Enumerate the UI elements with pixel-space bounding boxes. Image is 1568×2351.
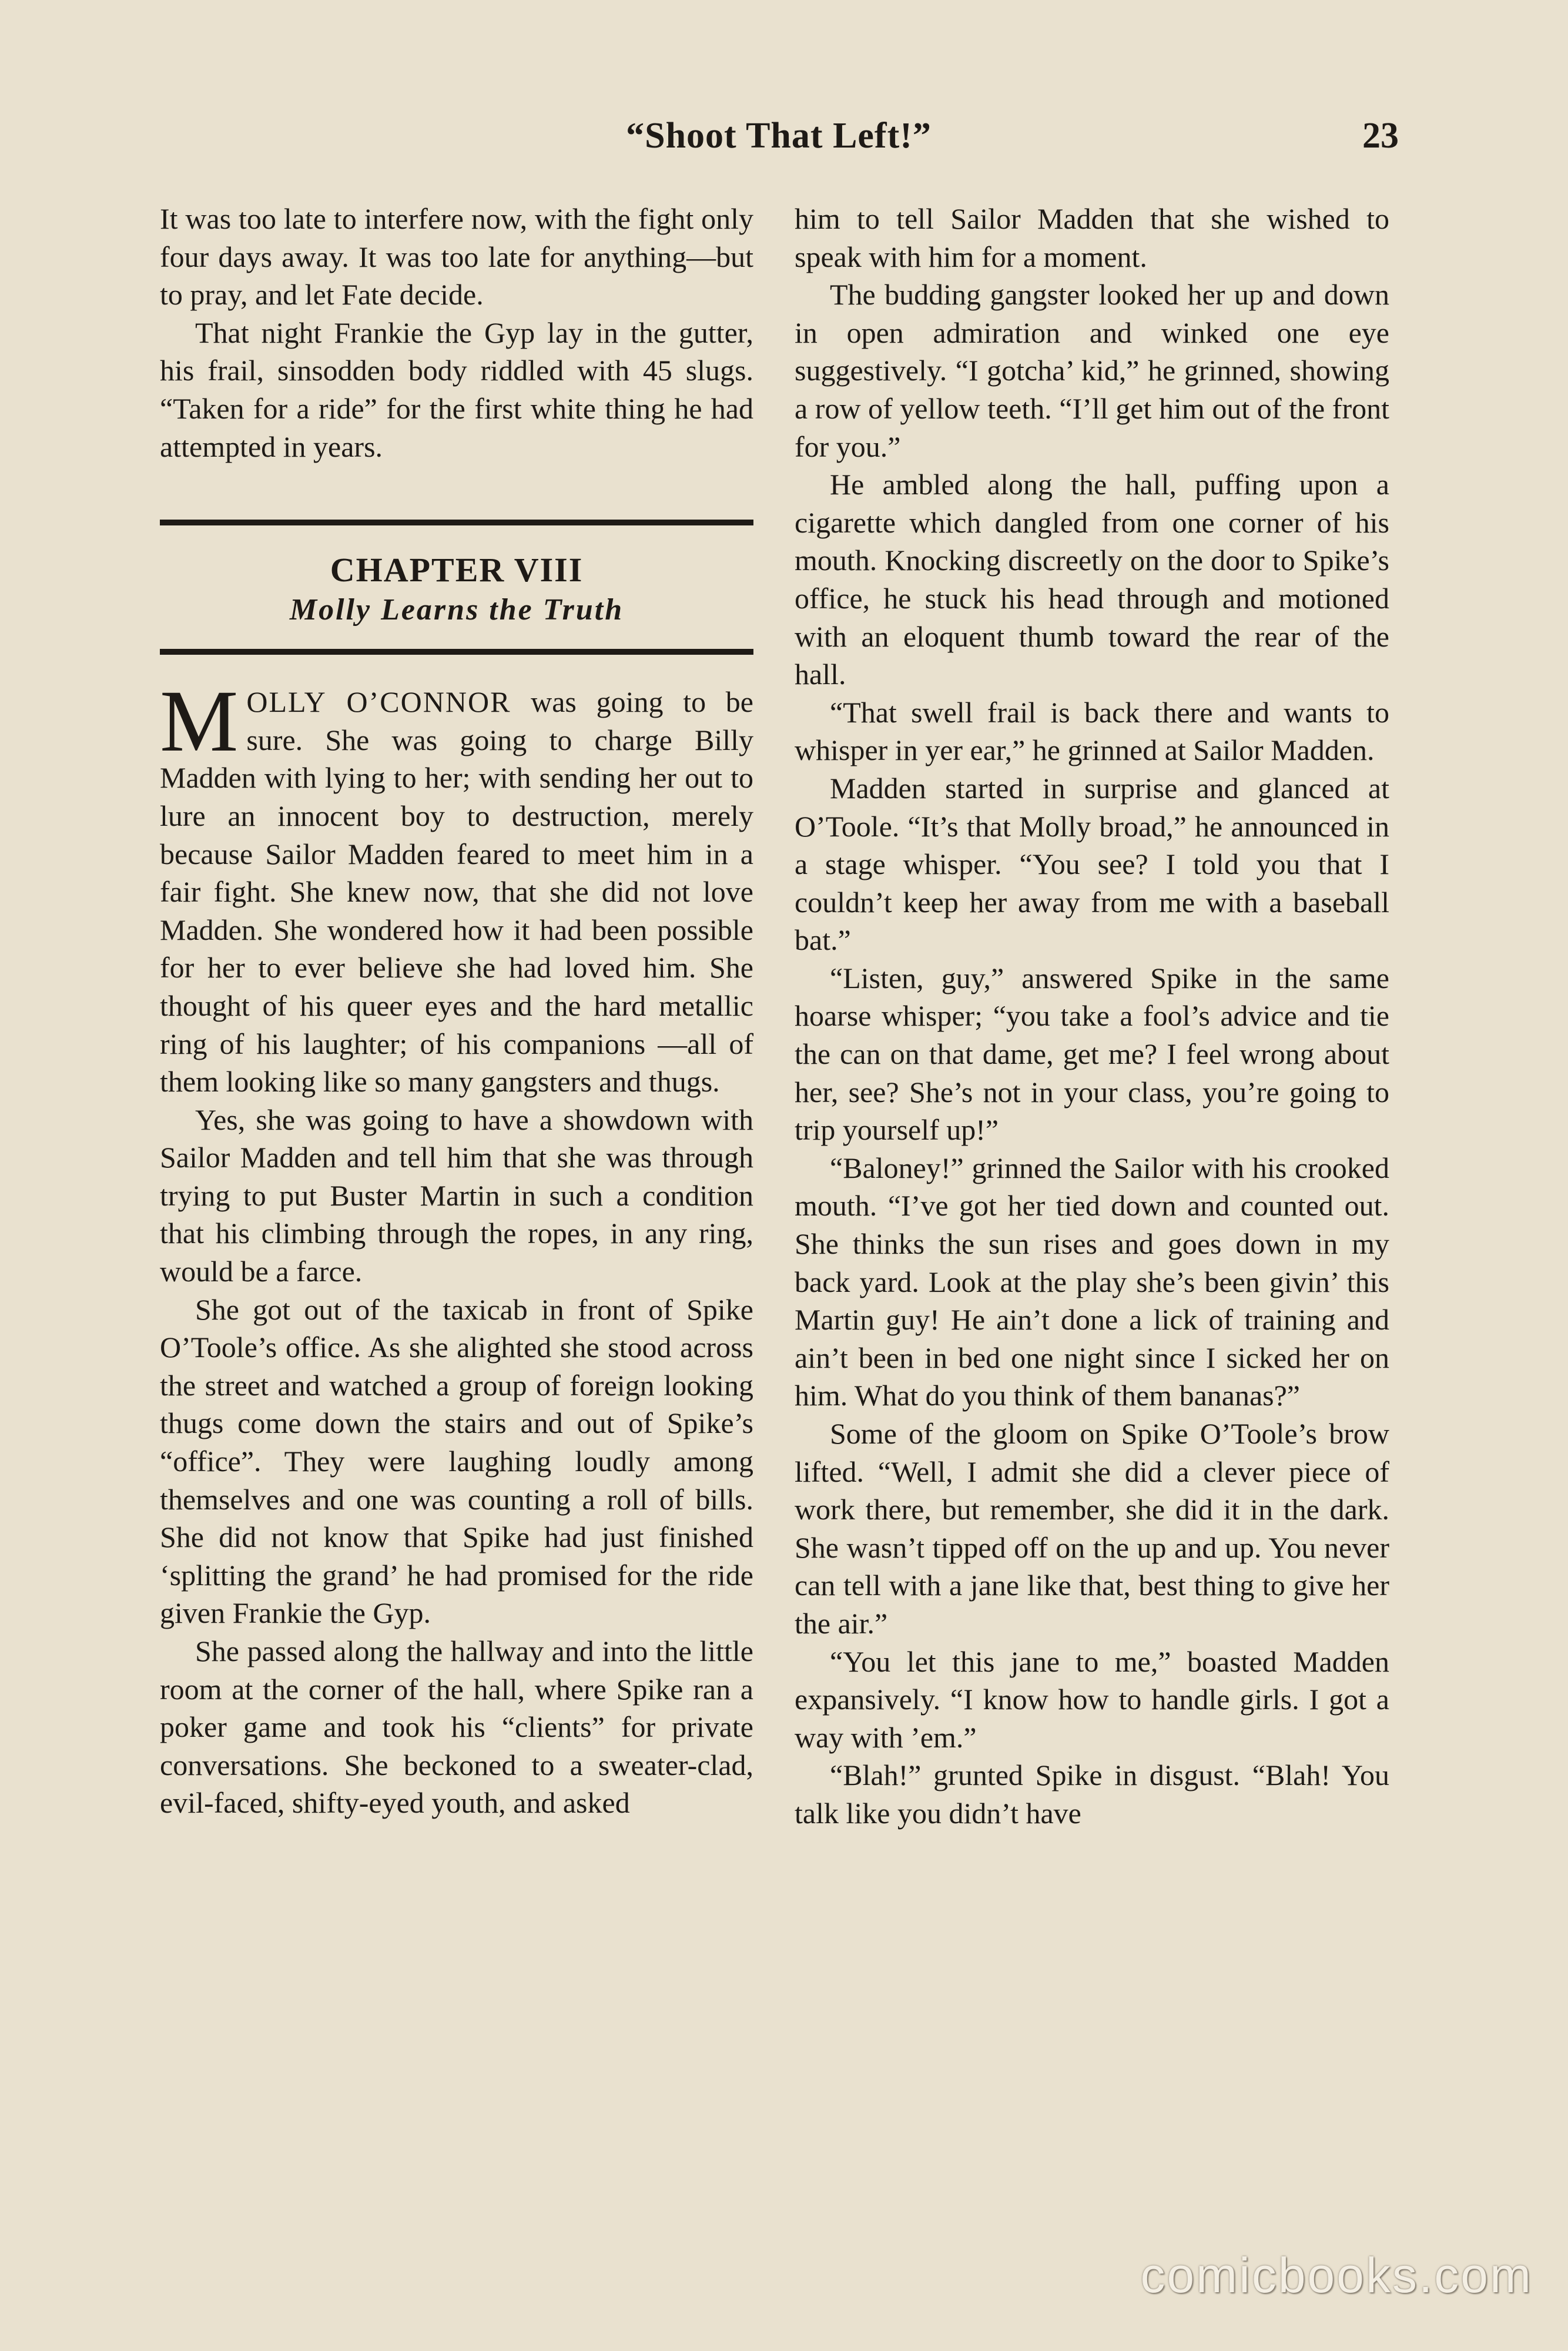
paragraph: Some of the gloom on Spike O’Toole’s brow lifted. “Well, I admit she did a clever piece of work there, but remember, she did it in the dark. She wasn’t tipped off on the up and up. You never can tell with a jane like that, best thing to give her the air.” [795,1417,1389,1640]
paragraph: “You let this jane to me,” boasted Madden expansively. “I know how to handle girls. I got a way with ’em.” [795,1645,1389,1754]
chapter-number: CHAPTER VIII [330,551,584,590]
chapter-rule-bottom [160,649,753,655]
paragraph-continuation: him to tell Sailor Madden that she wished to speak with him for a moment. [795,202,1389,273]
paragraph: The budding gangster looked her up and down in open admiration and winked one eye suggestively. “I gotcha’ kid,” he grinned, showing a row of yellow teeth. “I’ll get him out of the front for you.” [795,278,1389,463]
opening-small-caps: OLLY O’CONNOR [246,685,511,719]
chapter-rule-top [160,520,753,525]
paragraph: “Listen, guy,” answered Spike in the same hoarse whisper; “you take a fool’s advice and tie the can on that dame, get me? I feel wrong about her, see? She’s not in your class, you’re going to trip yourself up!” [795,961,1389,1147]
paragraph: She got out of the taxicab in front of Spike O’Toole’s office. As she alighted she stood across the street and watched a group of foreign looking thugs come down the stairs and out of Spike’s “office”. They were laughing loudly among themselves and one was counting a roll of bills. She did not know that Spike had just finished ‘splitting the grand’ he had promised for the ride given Frankie the Gyp. [160,1292,753,1630]
paragraph: “Blah!” grunted Spike in disgust. “Blah! You talk like you didn’t have [795,1759,1389,1830]
watermark: comicbooks.com [1140,2248,1533,2303]
paragraph: Madden started in surprise and glanced at O’Toole. “It’s that Molly broad,” he announced in a stage whisper. “You see? I told you that I couldn’t keep her away from me with a baseball bat.” [795,771,1389,957]
running-header [159,115,1399,162]
paragraph: “Baloney!” grinned the Sailor with his crooked mouth. “I’ve got her tied down and counted out. She thinks the sun rises and goes down in my back yard. Look at the play she’s been givin’ this Martin guy! He ain’t done a lick of training and ain’t been in bed one night since I sicked her on him. What do you think of them bananas?” [795,1151,1389,1412]
chapter-title: Molly Learns the Truth [289,593,624,627]
opening-text: was going to be sure. She was going to charge Billy Madden with lying to her; with sending her out to lure an innocent boy to destruction, merely because Sailor Madden feared to meet him in a fair fight. She knew now, that she did not love Madden. She wondered how it had been possible for her to ever believe she had loved him. She thought of his queer eyes and the hard metallic ring of his laughter; of his companions —all of them looking like so many gangsters and thugs. [160,685,753,1099]
right-column [795,200,1389,1833]
paragraph: Yes, she was going to have a showdown with Sailor Madden and tell him that she was through trying to put Buster Martin in such a condition that his climbing through the ropes, in any ring, would be a farce. [160,1103,753,1288]
running-title: “Shoot That Left!” [626,116,932,156]
paragraph: She passed along the hallway and into the little room at the corner of the hall, where Spike ran a poker game and took his “clients” for private conversations. She beckoned to a sweater-clad, evil-faced, shifty-eyed youth, and asked [160,1635,753,1820]
paragraph: “That swell frail is back there and wants to whisper in yer ear,” he grinned at Sailor Madden. [795,695,1389,767]
paragraph: It was too late to interfere now, with the fight only four days away. It was too late for anything—but to pray, and let Fate decide. [160,202,753,312]
page-number: 23 [1362,116,1399,156]
left-column [160,200,753,1822]
paragraph: He ambled along the hall, puffing upon a cigarette which dangled from one corner of his mouth. Knocking discreetly on the door to Spike’s office, he stuck his head through and motioned with an eloquent thumb toward the rear of the hall. [795,468,1389,691]
paragraph: That night Frankie the Gyp lay in the gutter, his frail, sinsodden body riddled with 45 slugs. “Taken for a ride” for the first white thing he had attempted in years. [160,316,753,463]
chapter-opening-paragraph [160,672,753,1101]
drop-cap: M [160,672,239,771]
